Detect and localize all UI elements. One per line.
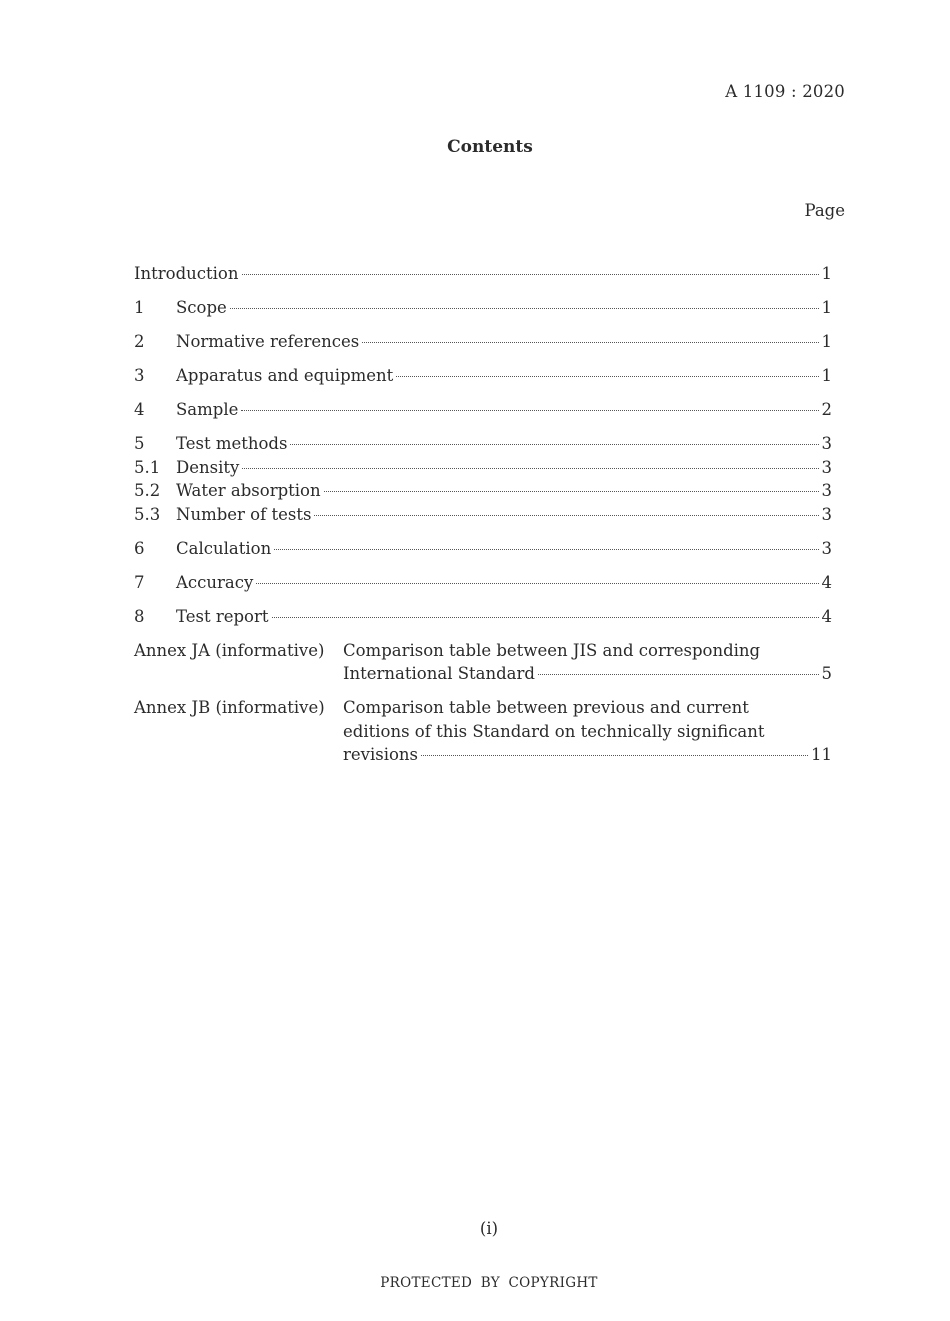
annex-title-line: Comparison table between previous and current xyxy=(343,698,749,717)
toc-entry-page: 4 xyxy=(821,606,832,626)
toc-entry-number: 5.2 xyxy=(134,481,161,500)
dot-leader xyxy=(230,308,819,309)
toc-entry-title: Scope xyxy=(176,298,227,317)
dot-leader xyxy=(421,755,808,756)
toc-entry-page: 5 xyxy=(821,664,832,683)
annex-title-last-line xyxy=(343,662,832,686)
toc-entry-number: 5 xyxy=(134,434,145,453)
toc-entry-sample[interactable] xyxy=(134,398,832,422)
dot-leader xyxy=(290,444,818,445)
annex-label: Annex JA (informative) xyxy=(134,640,325,660)
toc-entry-title: Apparatus and equipment xyxy=(176,366,394,385)
copyright-notice: PROTECTED BY COPYRIGHT xyxy=(380,1275,598,1291)
toc-entry-title: Calculation xyxy=(176,538,272,558)
footer-page-number: (i) xyxy=(479,1219,499,1238)
toc-entry-page: 3 xyxy=(821,434,832,453)
toc-entry-number: 2 xyxy=(134,332,145,351)
annex-label: Annex JB (informative) xyxy=(134,698,325,717)
dot-leader xyxy=(362,342,818,343)
annex-title-line: International Standard xyxy=(343,664,535,683)
dot-leader xyxy=(324,491,819,492)
toc-entry-title: Introduction xyxy=(134,264,239,283)
dot-leader xyxy=(242,468,818,469)
toc-entry-density[interactable] xyxy=(134,456,832,480)
toc-entry-apparatus[interactable] xyxy=(134,364,832,388)
dot-leader xyxy=(274,549,818,550)
toc-entry-page: 1 xyxy=(821,298,832,317)
toc-entry-number: 5.3 xyxy=(134,504,161,524)
toc-entry-number: 6 xyxy=(134,538,145,558)
toc-entry-test-methods[interactable] xyxy=(134,432,832,456)
toc-entry-title: Density xyxy=(176,457,240,477)
toc-entry-number: 5.1 xyxy=(134,457,161,477)
toc-entry-number: 3 xyxy=(134,366,145,385)
toc-entry-introduction[interactable] xyxy=(134,262,832,286)
toc-entry-title: Number of tests xyxy=(176,504,312,524)
page-column-label: Page xyxy=(804,201,845,220)
toc-entry-accuracy[interactable] xyxy=(134,571,832,595)
toc-entry-test-report[interactable] xyxy=(134,605,832,629)
table-of-contents xyxy=(134,262,832,767)
toc-entry-title: Normative references xyxy=(176,332,360,351)
dot-leader xyxy=(396,376,818,377)
toc-entry-number-of-tests[interactable] xyxy=(134,503,832,527)
document-id: A 1109 : 2020 xyxy=(725,82,845,101)
toc-entry-number: 4 xyxy=(134,400,145,419)
toc-entry-title: Test methods xyxy=(176,434,288,453)
dot-leader xyxy=(314,515,818,516)
annex-title-line: editions of this Standard on technically significant xyxy=(343,721,765,741)
annex-title-last-line xyxy=(343,743,832,767)
dot-leader xyxy=(272,617,819,618)
toc-entry-title: Accuracy xyxy=(176,572,254,592)
toc-entry-page: 3 xyxy=(821,504,832,524)
toc-entry-water-absorption[interactable] xyxy=(134,479,832,503)
toc-entry-page: 1 xyxy=(821,366,832,385)
toc-entry-page: 1 xyxy=(821,332,832,351)
annex-title-block xyxy=(343,639,832,686)
toc-entry-number: 8 xyxy=(134,606,145,626)
toc-entry-page: 2 xyxy=(821,400,832,419)
toc-entry-number: 7 xyxy=(134,572,145,592)
toc-entry-title: Sample xyxy=(176,400,239,419)
annex-title-line: revisions xyxy=(343,745,419,764)
toc-entry-page: 11 xyxy=(811,745,832,764)
dot-leader xyxy=(241,410,818,411)
toc-entry-title: Water absorption xyxy=(176,481,321,500)
annex-title-block xyxy=(343,696,832,767)
toc-entry-page: 3 xyxy=(821,538,832,558)
toc-entry-normative-references[interactable] xyxy=(134,330,832,354)
toc-entry-page: 4 xyxy=(821,572,832,592)
toc-entry-page: 3 xyxy=(821,481,832,500)
annex-title-line: Comparison table between JIS and corresponding xyxy=(343,640,761,660)
toc-entry-scope[interactable] xyxy=(134,296,832,320)
toc-entry-page: 3 xyxy=(821,457,832,477)
toc-entry-page: 1 xyxy=(821,264,832,283)
toc-entry-calculation[interactable] xyxy=(134,537,832,561)
dot-leader xyxy=(538,674,819,675)
toc-annex-ja[interactable] xyxy=(134,639,832,686)
toc-entry-title: Test report xyxy=(176,606,269,626)
toc-annex-jb[interactable] xyxy=(134,696,832,767)
dot-leader xyxy=(242,274,819,275)
toc-entry-number: 1 xyxy=(134,298,145,317)
contents-title: Contents xyxy=(447,137,533,157)
dot-leader xyxy=(256,583,818,584)
